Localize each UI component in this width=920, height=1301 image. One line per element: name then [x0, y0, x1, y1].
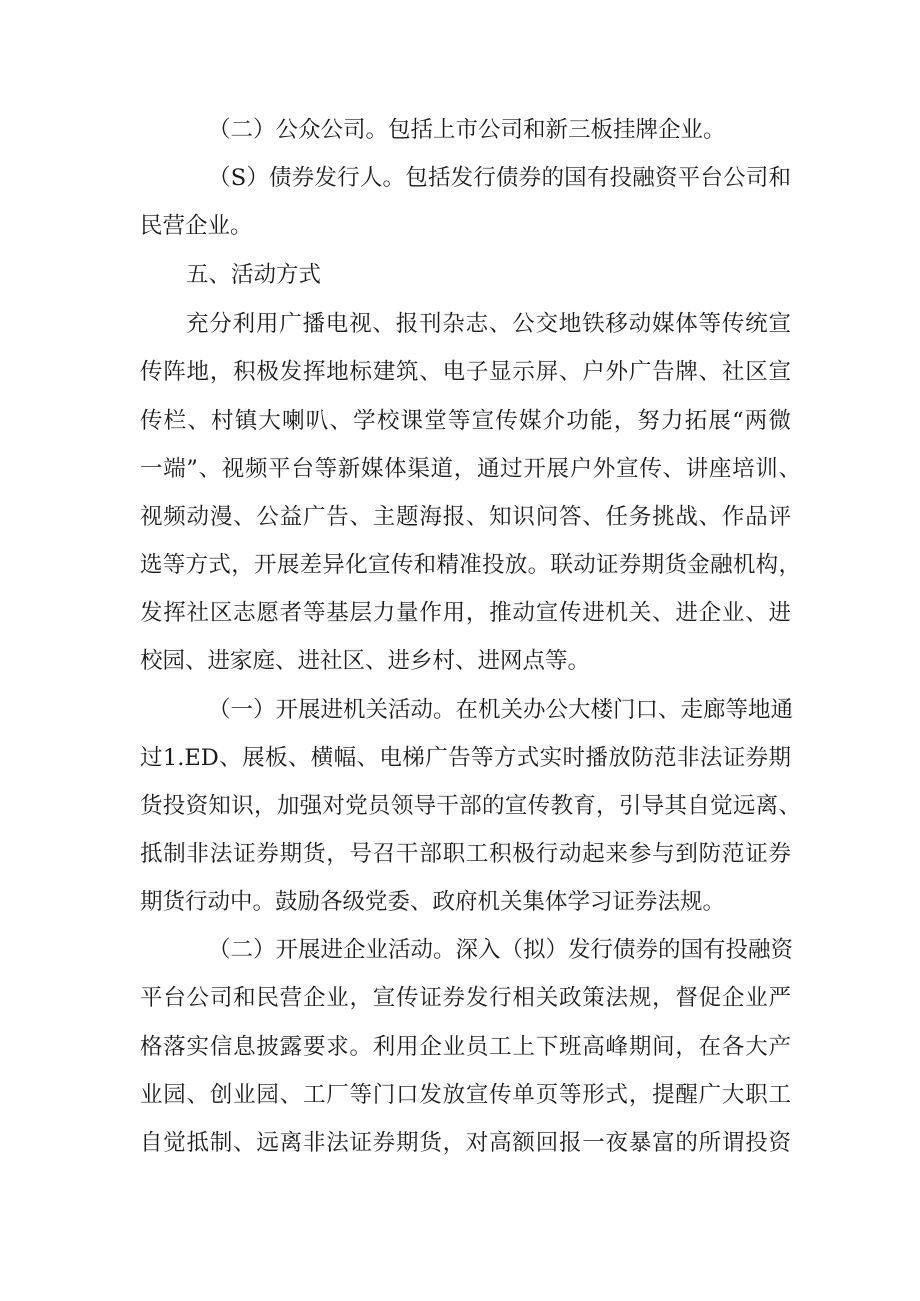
paragraph-line: （一）开展进机关活动。在机关办公大楼门口、走廊等地通 [208, 697, 794, 723]
paragraph-line: 民营企业。 [140, 213, 253, 239]
section-heading: 五、活动方式 [186, 262, 322, 288]
paragraph-line: 过1.ED、展板、横幅、电梯广告等方式实时播放防范非法证券期 [140, 745, 791, 771]
paragraph-line: 选等方式，开展差异化宣传和精准投放。联动证券期货金融机构， [140, 552, 801, 578]
paragraph-line: 格落实信息披露要求。利用企业员工上下班高峰期间，在各大产 [140, 1034, 791, 1060]
paragraph-line: （S）债券发行人。包括发行债券的国有投融资平台公司和 [208, 165, 791, 191]
paragraph-line: 校园、进家庭、进社区、进乡村、进网点等。 [140, 648, 591, 674]
paragraph-line: 一端”、视频平台等新媒体渠道，通过开展户外宣传、讲座培训、 [140, 456, 801, 482]
paragraph-line: （二）公众公司。包括上市公司和新三板挂牌企业。 [208, 117, 726, 143]
paragraph-line: 业园、创业园、工厂等门口发放宣传单页等形式，提醒广大职工 [140, 1082, 791, 1108]
paragraph-line: 传阵地，积极发挥地标建筑、电子显示屏、户外广告牌、社区宣 [140, 359, 791, 385]
paragraph-line: 期货行动中。鼓励各级党委、政府机关集体学习证券法规。 [140, 889, 726, 915]
paragraph-line: 充分利用广播电视、报刊杂志、公交地铁移动媒体等传统宣 [186, 311, 791, 337]
paragraph-line: （二）开展进企业活动。深入（拟）发行债券的国有投融资 [208, 937, 794, 963]
paragraph-line: 自觉抵制、远离非法证券期货，对高额回报一夜暴富的所谓投资 [140, 1130, 791, 1156]
paragraph-line: 货投资知识，加强对党员领导干部的宣传教育，引导其自觉远离、 [140, 793, 801, 819]
paragraph-line: 抵制非法证券期货，号召干部职工积极行动起来参与到防范证券 [140, 841, 791, 867]
paragraph-line: 传栏、村镇大喇叭、学校课堂等宣传媒介功能，努力拓展“两微 [140, 408, 791, 434]
paragraph-line: 发挥社区志愿者等基层力量作用，推动宣传进机关、进企业、进 [140, 600, 791, 626]
paragraph-line: 视频动漫、公益广告、主题海报、知识问答、任务挑战、作品评 [140, 504, 791, 530]
paragraph-line: 平台公司和民营企业，宣传证券发行相关政策法规，督促企业严 [140, 985, 791, 1011]
